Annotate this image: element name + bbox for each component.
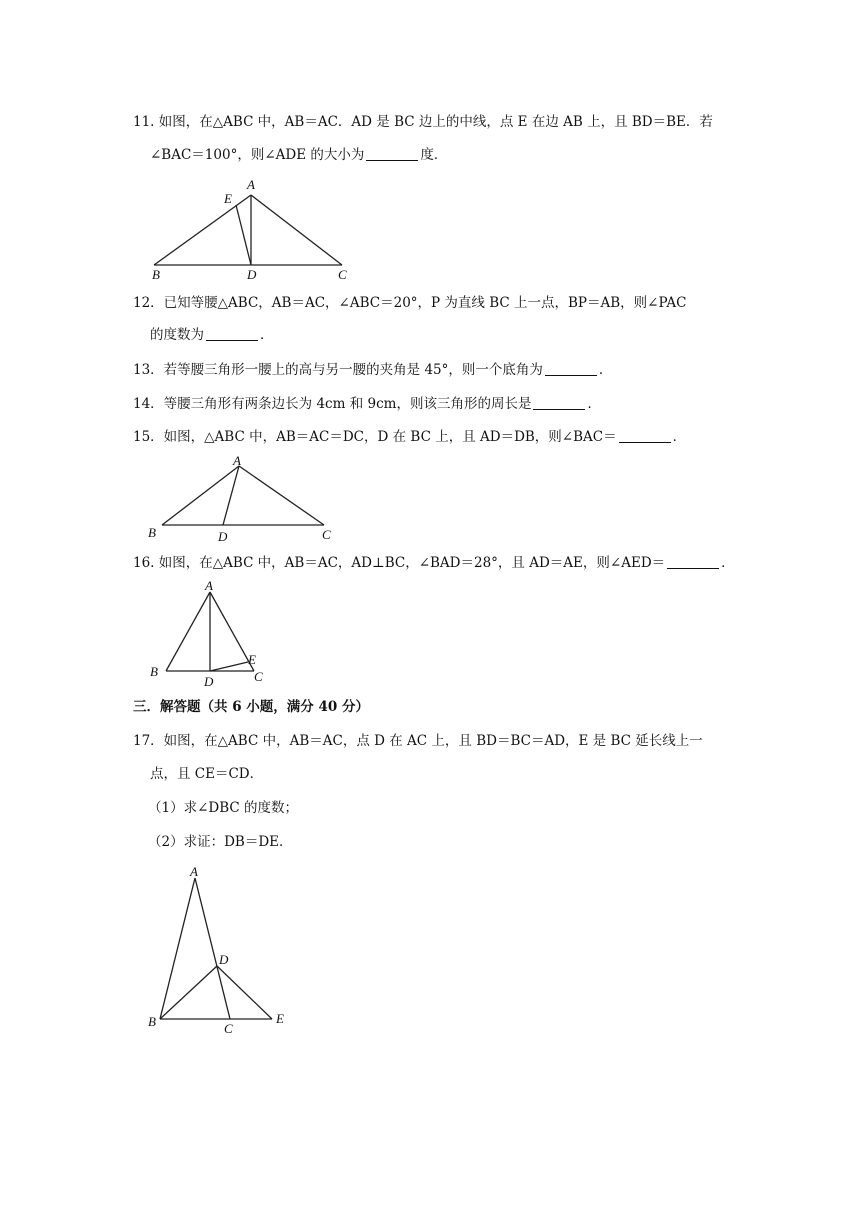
q11-label-b: B <box>152 267 160 282</box>
q16-label-a: A <box>205 578 213 593</box>
q17-edge-de <box>217 966 272 1019</box>
q15-label-b: B <box>148 525 156 540</box>
q16-answer-blank <box>667 554 719 569</box>
q17-part1: （1）求∠DBC 的度数； <box>148 800 299 816</box>
q12-line2-end: ． <box>260 327 274 343</box>
q15-label-d: D <box>218 529 228 544</box>
q11-line2-text: ∠BAC＝100°，则∠ADE 的大小为 <box>150 147 365 163</box>
q17-label-e: E <box>276 1011 284 1026</box>
q16-end: ． <box>721 555 735 571</box>
q16-label-e: E <box>248 652 256 667</box>
q17-figure <box>146 862 296 1040</box>
q16-edge-ba <box>166 592 210 671</box>
q16-label-c: C <box>254 669 263 684</box>
q15-edge-ba <box>162 466 239 525</box>
q13-line <box>133 360 612 380</box>
q13-answer-blank <box>545 361 597 376</box>
q11-line2 <box>150 145 447 165</box>
q12-line2 <box>150 325 274 345</box>
q14-text: 14．等腰三角形有两条边长为 4cm 和 9cm，则该三角形的周长是 <box>133 396 532 412</box>
q11-line2-end: 度． <box>420 147 448 163</box>
q17-label-b: B <box>148 1014 156 1029</box>
q13-text: 13．若等腰三角形一腰上的高与另一腰的夹角是 45°，则一个底角为 <box>133 362 543 378</box>
q12-line1: 12．已知等腰△ABC，AB＝AC，∠ABC＝20°，P 为直线 BC 上一点，BP＝AB，则∠PAC <box>133 295 687 311</box>
q16-edge-de <box>210 662 248 671</box>
q15-edge-ac <box>239 466 324 525</box>
q16-line <box>133 553 735 573</box>
q12-answer-blank <box>206 326 258 341</box>
q13-end: ． <box>598 362 613 378</box>
q15-edge-ad <box>223 466 239 525</box>
q16-figure <box>148 578 278 690</box>
q15-answer-blank <box>619 428 671 443</box>
q17-edge-ba <box>160 878 195 1019</box>
q15-figure <box>148 453 348 548</box>
q15-end: ． <box>672 429 687 445</box>
q11-label-e: E <box>224 191 232 206</box>
q16-label-d: D <box>204 674 214 689</box>
q17-label-a: A <box>190 864 198 879</box>
q14-line <box>133 394 601 414</box>
q17-line2: 点，且 CE＝CD． <box>150 766 264 782</box>
q17-edge-ac <box>195 878 230 1019</box>
q14-end: ． <box>587 396 601 412</box>
q17-part2: （2）求证：DB＝DE． <box>148 834 293 850</box>
q11-label-a: A <box>247 177 255 192</box>
q14-answer-blank <box>533 395 585 410</box>
q17-line1: 17．如图，在△ABC 中，AB＝AC，点 D 在 AC 上，且 BD＝BC＝AD，E 是 BC 延长线上一 <box>133 733 703 749</box>
q11-answer-blank <box>366 146 418 161</box>
q11-edge-ed <box>236 205 251 265</box>
q17-label-c: C <box>224 1021 233 1036</box>
q11-edge-ac <box>251 195 342 265</box>
q15-label-c: C <box>322 527 331 542</box>
q15-label-a: A <box>233 453 241 468</box>
q11-figure <box>150 175 360 280</box>
section-heading: 三．解答题（共 6 小题，满分 40 分） <box>133 699 369 715</box>
q11-label-c: C <box>338 267 347 282</box>
q17-edge-bd <box>160 966 217 1019</box>
q15-line <box>133 427 686 447</box>
q17-label-d: D <box>219 952 229 967</box>
q12-line2-text: 的度数为 <box>150 327 204 343</box>
q11-line1: 11. 如图，在△ABC 中，AB＝AC．AD 是 BC 边上的中线，点 E 在边 AB 上，且 BD＝BE．若 <box>133 114 713 130</box>
q16-text: 16. 如图，在△ABC 中，AB＝AC，AD⊥BC，∠BAD＝28°，且 AD＝AE，则∠AED＝ <box>133 555 666 571</box>
q15-text: 15．如图，△ABC 中，AB＝AC＝DC，D 在 BC 上，且 AD＝DB，则∠BAC＝ <box>133 429 617 445</box>
q16-label-b: B <box>150 664 158 679</box>
q11-label-d: D <box>247 267 257 282</box>
